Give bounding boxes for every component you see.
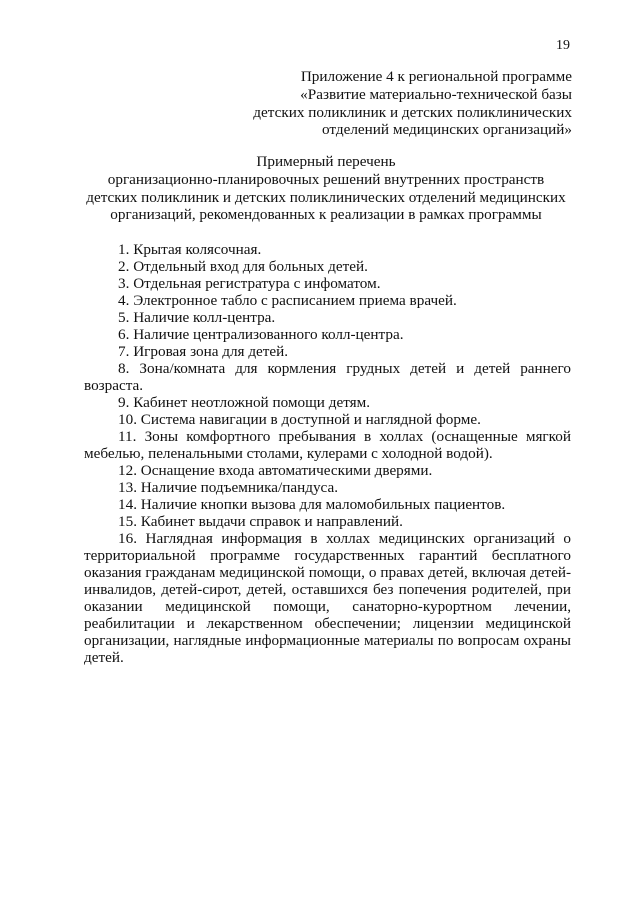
- list-item: 14. Наличие кнопки вызова для маломобильных пациентов.: [118, 496, 506, 513]
- appendix-line: Приложение 4 к региональной программе: [300, 68, 572, 85]
- list-item: 15. Кабинет выдачи справок и направлений.: [118, 513, 403, 530]
- title-line: детских поликлиник и детских поликлинических отделений медицинских: [86, 188, 566, 206]
- list-item: 2. Отдельный вход для больных детей.: [118, 258, 368, 275]
- appendix-line: отделений медицинских организаций»: [322, 121, 572, 139]
- measures-list: [84, 241, 571, 666]
- appendix-header: [253, 68, 572, 139]
- appendix-line: «Развитие материально-технической базы: [300, 85, 572, 103]
- list-item: 1. Крытая колясочная.: [118, 241, 262, 258]
- list-item: 13. Наличие подъемника/пандуса.: [118, 479, 338, 496]
- list-item: 3. Отдельная регистратура с инфоматом.: [118, 275, 381, 292]
- document-title: [80, 153, 572, 224]
- list-item: 9. Кабинет неотложной помощи детям.: [118, 394, 371, 411]
- list-item: 11. Зоны комфортного пребывания в холлах (оснащенные мягкой мебелью, пеленальными столами, кулерами с холодной водой).: [84, 428, 571, 462]
- page-number: 19: [556, 38, 570, 53]
- list-item: 7. Игровая зона для детей.: [118, 343, 289, 360]
- title-line: организаций, рекомендованных к реализации в рамках программы: [110, 206, 542, 224]
- list-item: 4. Электронное табло с расписанием приема врачей.: [118, 292, 457, 309]
- list-item: 5. Наличие колл-центра.: [118, 309, 276, 326]
- list-item: 10. Система навигации в доступной и наглядной форме.: [118, 411, 481, 428]
- list-item: 16. Наглядная информация в холлах медицинских организаций о территориальной программе государственных гарантий бесплатного оказания гражданам медицинской помощи, о правах детей, включая детей-инвалидов, детей-сирот, детей, оставшихся без попечения родителей, при оказании медицинской помощи, санаторно-курортном лечении, реабилитации и лекарственном обеспечении; лицензии медицинской организации, наглядные информационные материалы по вопросам охраны детей.: [84, 530, 571, 666]
- title-line: Примерный перечень: [256, 153, 396, 170]
- appendix-line: детских поликлиник и детских поликлинических: [253, 103, 572, 121]
- list-item: 8. Зона/комната для кормления грудных детей и детей раннего возраста.: [84, 360, 571, 394]
- title-line: организационно-планировочных решений внутренних пространств: [107, 170, 545, 188]
- list-item: 12. Оснащение входа автоматическими дверями.: [118, 462, 433, 479]
- list-item: 6. Наличие централизованного колл-центра.: [118, 326, 404, 343]
